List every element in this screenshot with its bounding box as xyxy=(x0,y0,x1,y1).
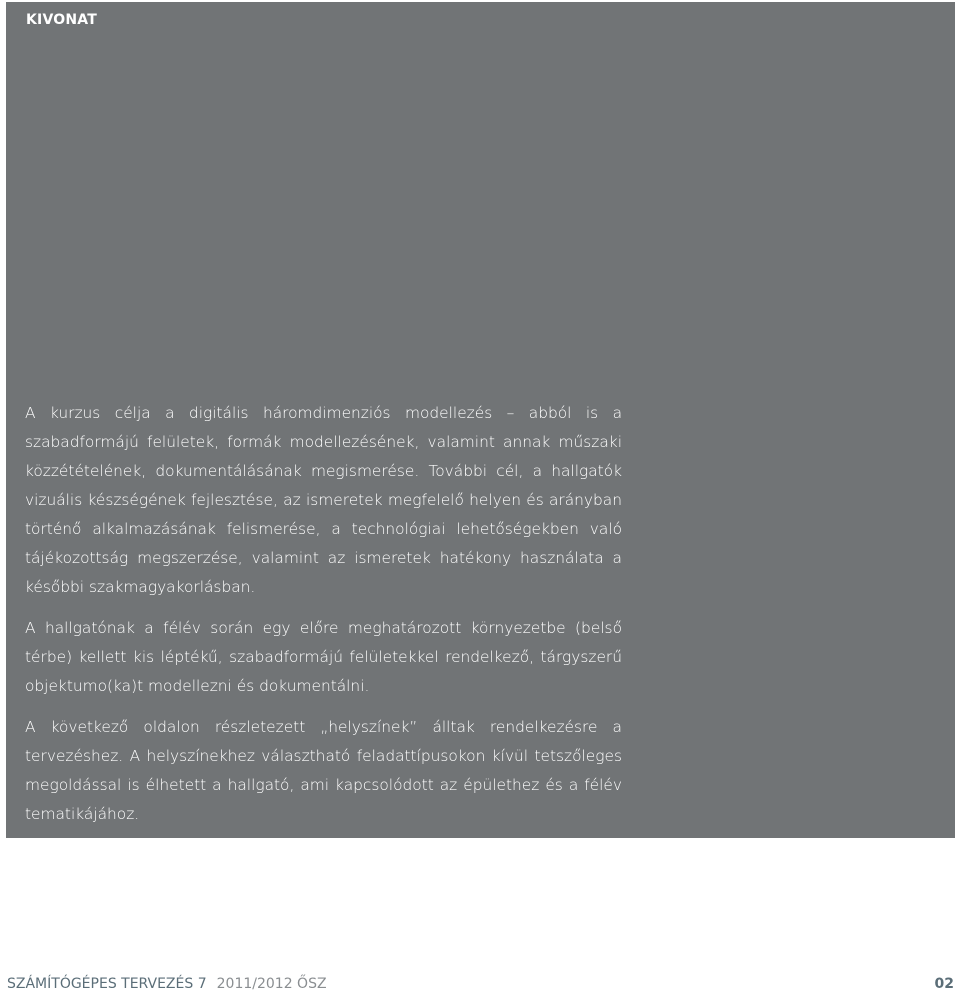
section-title: KIVONAT xyxy=(26,12,97,28)
footer-course-title: SZÁMÍTÓGÉPES TERVEZÉS 7 xyxy=(7,976,207,992)
page-number: 02 xyxy=(934,976,954,992)
page-footer xyxy=(7,975,327,993)
paragraph-1: A kurzus célja a digitális háromdimenziós modellezés – abból is a szabadformájú felületek, formák modellezésének, valamint annak műszaki közzétételének, dokumentálásának megismerése. További cél, a hallgatók vizuális készségének fejlesztése, az ismeretek megfelelő helyen és arányban történő alkalmazásának felismerése, a technológiai lehetőségekben való tájékozottság megszerzése, valamint az ismeretek hatékony használata a későbbi szakmagyakorlásban. xyxy=(25,404,622,596)
paragraph-2: A hallgatónak a félév során egy előre meghatározott környezetbe (belső térbe) kellett kis léptékű, szabadformájú felületekkel rendelkező, tárgyszerű objektumo(ka)t modellezni és dokumentálni. xyxy=(25,619,622,695)
abstract-panel xyxy=(6,2,955,838)
footer-term: 2011/2012 ŐSZ xyxy=(216,976,327,992)
abstract-body xyxy=(25,399,622,829)
paragraph-3: A következő oldalon részletezett „helyszínek” álltak rendelkezésre a tervezéshez. A helyszínekhez választható feladattípusokon kívül tetszőleges megoldással is élhetett a hallgató, ami kapcsolódott az épülethez és a félév tematikájához. xyxy=(25,718,622,823)
